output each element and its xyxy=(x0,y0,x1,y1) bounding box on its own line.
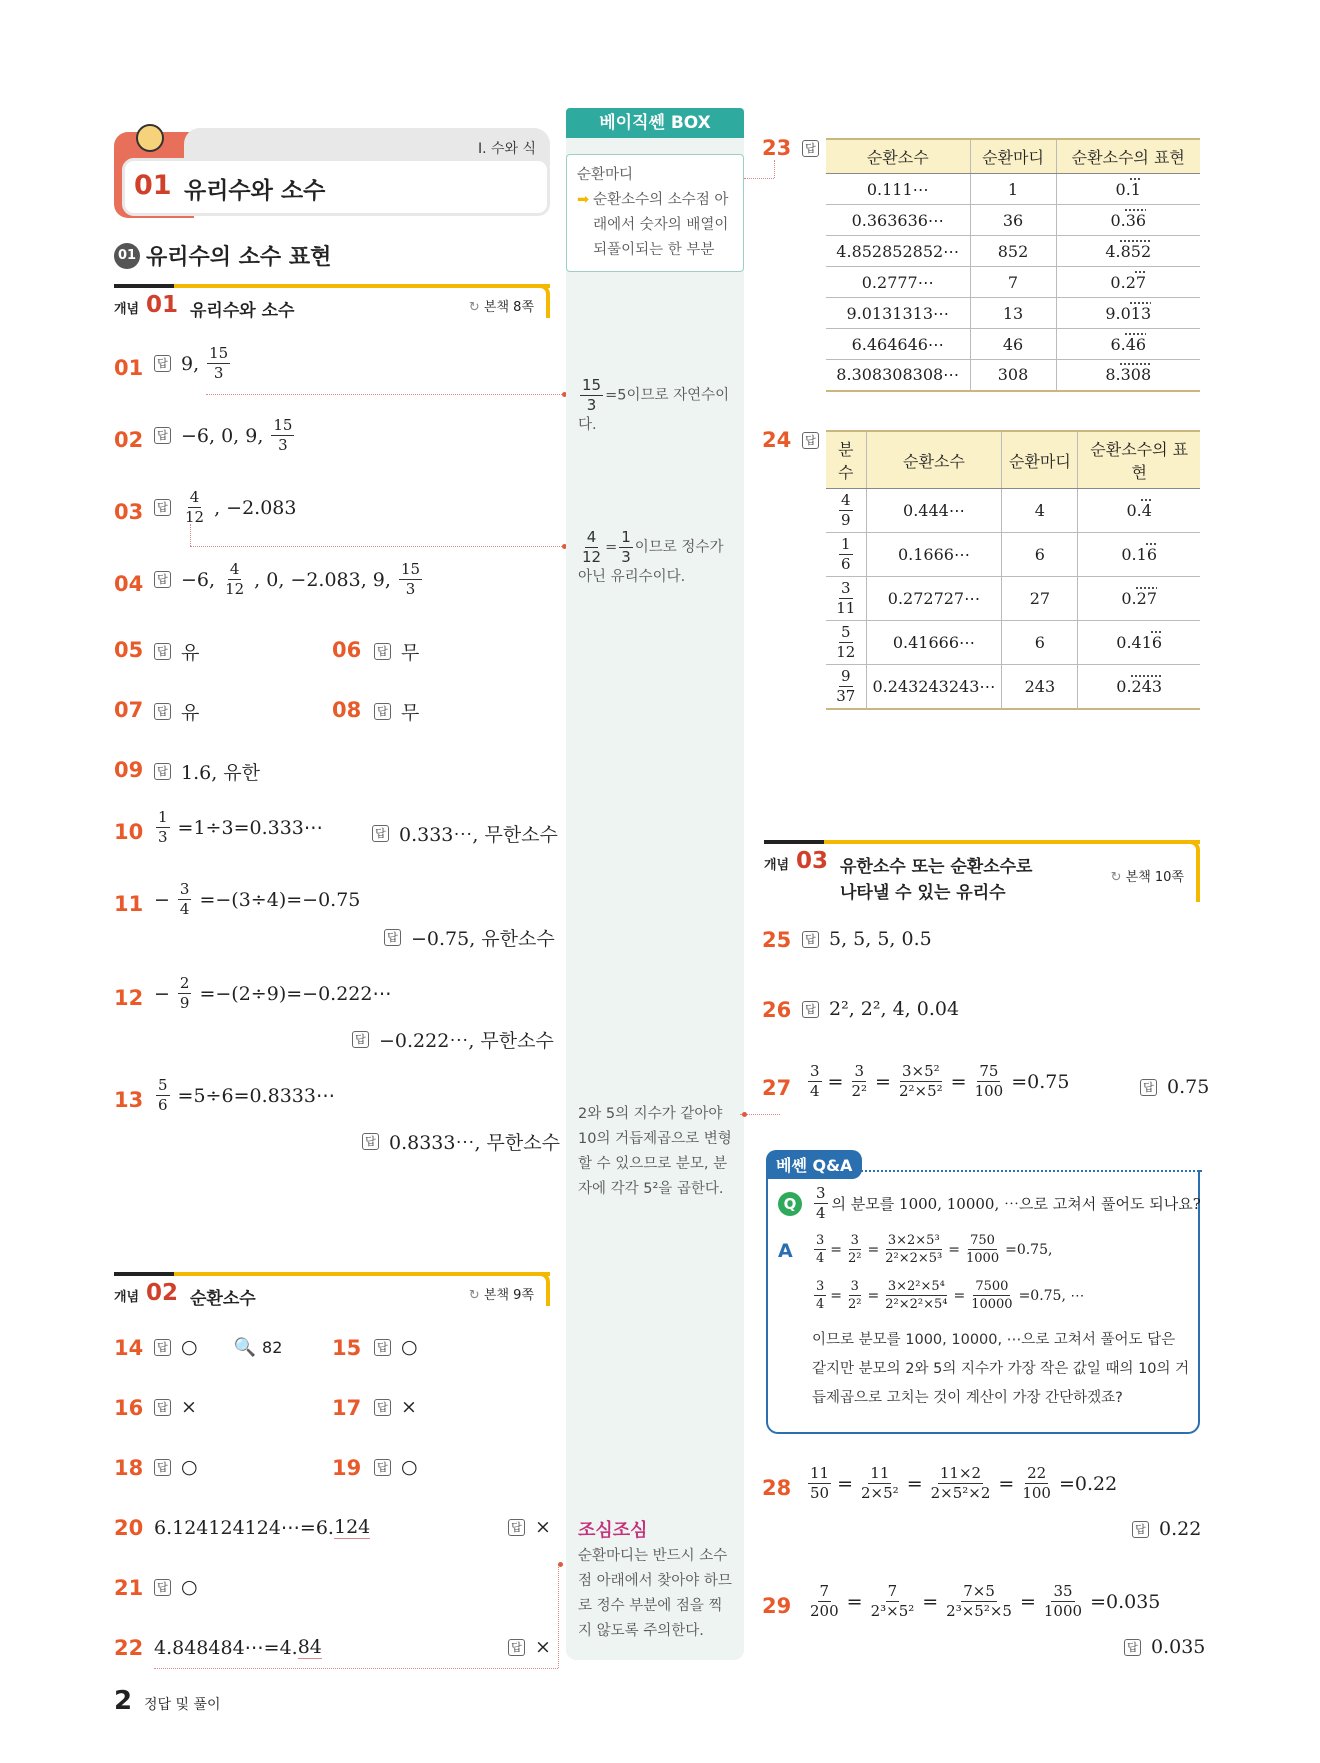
side-note-3: 2와 5의 지수가 같아야 10의 거듭제곱으로 변형할 수 있으므로 분모, 분자에 각각 5²을 곱한다. xyxy=(578,1106,732,1197)
side-note-2: $\frac{4}{12}$ = $\frac{1}{3}$ 이므로 정수가 아닌 유리수이다. xyxy=(578,528,724,585)
problem-22: 4.848484⋯=4. 84 xyxy=(154,1636,322,1659)
qa-question: 3 4 의 분모를 1000, 10000, ⋯으로 고쳐서 풀어도 되나요? xyxy=(816,1184,1201,1222)
problem-03: 답 4 12 , −2.083 xyxy=(154,490,297,525)
table-row: 0.363636⋯ 36 0.36 xyxy=(826,205,1200,236)
concept-title: 유리수와 소수 xyxy=(190,301,295,321)
problem-07: 답 유 xyxy=(154,698,199,725)
problem-06: 답 무 xyxy=(374,638,419,665)
problem-16: 답 × xyxy=(154,1396,197,1418)
table-row: 8.308308308⋯ 308 8.308 xyxy=(826,360,1200,391)
problem-number: 28 xyxy=(762,1476,792,1500)
problem-number: 18 xyxy=(114,1456,144,1480)
problem-number: 21 xyxy=(114,1576,144,1600)
table-row: $\frac{5}{12}$ 0.41666⋯ 6 0.416 xyxy=(826,621,1200,665)
answer-10: 답 0.333⋯, 무한소수 xyxy=(372,820,558,847)
table-row: $\frac{4}{9}$ 0.444⋯ 4 0.4 xyxy=(826,489,1200,533)
problem-09: 답 1.6, 유한 xyxy=(154,758,260,785)
problem-number: 19 xyxy=(332,1456,362,1480)
problem-19: 답 ○ xyxy=(374,1456,418,1478)
table-23: 순환소수 순환마디 순환소수의 표현 0.111⋯ 1 0.1 0.363636⋯ 36 0.36 4.852852852⋯ 852 4.852 0.2777⋯ 7 0.27 9.0131313⋯ 13 9.013 6.464646⋯ 46 6.46 8.308308308⋯ 308 8.308 xyxy=(826,138,1200,392)
question-mark-icon: Q xyxy=(778,1192,802,1216)
problem-number: 26 xyxy=(762,998,792,1022)
section-heading xyxy=(114,240,331,271)
box-title-tab: 베이직쎈 BOX xyxy=(566,108,744,138)
mascot-icon xyxy=(136,124,164,152)
problem-number: 09 xyxy=(114,758,144,782)
refresh-icon: ↻ xyxy=(468,1288,480,1303)
page-number: 2 xyxy=(114,1686,133,1716)
section-title: 유리수의 소수 표현 xyxy=(146,245,332,270)
problem-number: 07 xyxy=(114,698,144,722)
chapter-label: Ⅰ. 수와 식 xyxy=(477,141,536,157)
problem-02: 답 −6, 0, 9, 15 3 xyxy=(154,418,296,453)
problem-17: 답 × xyxy=(374,1396,417,1418)
problem-04: 답 −6, 4 12 , 0, −2.083, 9, 15 3 xyxy=(154,562,424,597)
answer-12: 답 −0.222⋯, 무한소수 xyxy=(352,1026,554,1053)
problem-08: 답 무 xyxy=(374,698,419,725)
side-note-1: $\frac{15}{3}$ =5이므로 자연수이다. xyxy=(578,376,730,433)
problem-number: 08 xyxy=(332,698,362,722)
book-ref: ↻ 본책 8쪽 xyxy=(468,300,534,315)
table-row: 4.852852852⋯ 852 4.852 xyxy=(826,236,1200,267)
qa-answer-eq1: 3 4 = 3 2² = 3×2×5³ 2²×2×5³ = $\frac{750}{1000}$ =0.75, xyxy=(816,1233,1053,1266)
concept-title-2: 나타낼 수 있는 유리수 xyxy=(840,883,1006,903)
qa-answer: 이므로 분모를 1000, 10000, ⋯으로 고쳐서 풀어도 답은 같지만 분모의 2와 5의 지수가 가장 작은 값일 때의 10의 거듭제곱으로 고치는 것이 계산이 가장 간단하겠죠? xyxy=(812,1332,1190,1406)
problem-number: 10 xyxy=(114,820,144,844)
table-row: 6.464646⋯ 46 6.46 xyxy=(826,329,1200,360)
problem-number: 23 xyxy=(762,136,792,160)
problem-number: 24 xyxy=(762,428,792,452)
problem-number: 11 xyxy=(114,892,144,916)
table-row: 9.0131313⋯ 13 9.013 xyxy=(826,298,1200,329)
table-row: $\frac{3}{11}$ 0.272727⋯ 27 0.27 xyxy=(826,577,1200,621)
concept-number: 01 xyxy=(146,292,179,318)
problem-number: 22 xyxy=(114,1636,144,1660)
arrow-icon: ➡ xyxy=(577,192,590,208)
concept-number: 03 xyxy=(796,848,829,874)
problem-28: 11 50 = 11 2×5² = 11×2 2×5²×2 = $\frac{22}{100}$ =0.22 xyxy=(810,1464,1118,1502)
problem-18: 답 ○ xyxy=(154,1456,198,1478)
unit-header xyxy=(114,128,550,220)
answer-mark-icon: A xyxy=(778,1240,793,1262)
problem-number: 17 xyxy=(332,1396,362,1420)
unit-number: 01 xyxy=(134,170,172,201)
problem-12: − $\frac{2}{9}$ =−(2÷9)=−0.222⋯ xyxy=(154,974,392,1012)
table-row: 0.111⋯ 1 0.1 xyxy=(826,174,1200,205)
footer-label: 정답 및 풀이 xyxy=(144,1697,221,1713)
problem-15: 답 ○ xyxy=(374,1336,418,1358)
problem-13: $\frac{5}{6}$ =5÷6=0.8333⋯ xyxy=(158,1076,335,1114)
table-row: 0.2777⋯ 7 0.27 xyxy=(826,267,1200,298)
table-row: $\frac{9}{37}$ 0.243243243⋯ 243 0.243 xyxy=(826,665,1200,710)
caution-note: 순환마디는 반드시 소수점 아래에서 찾아야 하므로 정수 부분에 점을 찍지 않도록 주의한다. xyxy=(578,1548,732,1639)
caution-title: 조심조심 xyxy=(578,1520,648,1541)
table-row: $\frac{1}{6}$ 0.1666⋯ 6 0.16 xyxy=(826,533,1200,577)
table-24: 분수 순환소수 순환마디 순환소수의 표현 $\frac{4}{9}$ 0.444⋯ 4 0.4 $\frac{1}{6}$ 0.1666⋯ 6 0.16 $\frac{3}{11}$ 0.272727⋯ 27 0.27 $\frac{5}{12}$ 0.41666⋯ 6 0.416 $\frac{9}{37}$ 0.243243243⋯ 243 0.243 xyxy=(826,430,1200,710)
problem-number: 14 xyxy=(114,1336,144,1360)
concept-number: 02 xyxy=(146,1280,179,1306)
concept-title: 유한소수 또는 순환소수로 xyxy=(840,857,1033,877)
problem-25: 답 5, 5, 5, 0.5 xyxy=(802,928,932,950)
concept-02-header: 개념 02 순환소수 ↻ 본책 9쪽 xyxy=(114,1272,550,1306)
problem-26: 답 2², 2², 4, 0.04 xyxy=(802,998,959,1020)
book-ref: ↻ 본책 9쪽 xyxy=(468,1288,534,1303)
problem-21: 답 ○ xyxy=(154,1576,198,1598)
problem-29: 7 200 = 7 2³×5² = 7×5 2³×5²×5 = $\frac{35}{1000}$ =0.035 xyxy=(810,1582,1161,1620)
problem-number: 03 xyxy=(114,500,144,524)
concept-title: 순환소수 xyxy=(190,1289,256,1309)
magnifier-icon: 🔍 xyxy=(233,1336,257,1358)
problem-14: 답 ○ 🔍 82 xyxy=(154,1336,282,1358)
problem-05: 답 유 xyxy=(154,638,199,665)
problem-number: 20 xyxy=(114,1516,144,1540)
problem-20: 6.124124124⋯=6. 124 xyxy=(154,1516,371,1539)
problem-number: 13 xyxy=(114,1088,144,1112)
box-definition: 순환마디 ➡ 순환소수의 소수점 아래에서 숫자의 배열이 되풀이되는 한 부분 xyxy=(566,154,744,272)
problem-10: $\frac{1}{3}$ =1÷3=0.333⋯ xyxy=(158,808,323,846)
unit-title: 유리수와 소수 xyxy=(184,178,326,204)
problem-number: 06 xyxy=(332,638,362,662)
answer-28: 답 0.22 xyxy=(1132,1518,1201,1540)
problem-number: 01 xyxy=(114,356,144,380)
refresh-icon: ↻ xyxy=(1110,870,1122,885)
problem-number: 02 xyxy=(114,428,144,452)
problem-number: 27 xyxy=(762,1076,792,1100)
problem-number: 16 xyxy=(114,1396,144,1420)
concept-03-header: 개념 03 유한소수 또는 순환소수로 나타낼 수 있는 유리수 ↻ 본책 10쪽 xyxy=(764,840,1200,902)
book-ref: ↻ 본책 10쪽 xyxy=(1110,870,1184,885)
answer-29: 답 0.035 xyxy=(1124,1636,1205,1658)
refresh-icon: ↻ xyxy=(468,300,480,315)
qa-title: 베쎈 Q&A xyxy=(766,1150,862,1179)
problem-number: 04 xyxy=(114,572,144,596)
problem-01: 답 9, 15 3 xyxy=(154,346,232,381)
problem-number: 25 xyxy=(762,928,792,952)
qa-answer-eq2: 3 4 = 3 2² = 3×2²×5⁴ 2²×2²×5⁴ = $\frac{7500}{10000}$ =0.75, ⋯ xyxy=(816,1279,1085,1312)
section-badge: 01 xyxy=(114,243,140,269)
problem-11: − $\frac{3}{4}$ =−(3÷4)=−0.75 xyxy=(154,880,361,918)
answer-20: 답 × xyxy=(508,1516,551,1538)
answer-27: 답 0.75 xyxy=(1140,1076,1209,1098)
sidebar-column xyxy=(566,112,744,1660)
problem-number: 05 xyxy=(114,638,144,662)
answer-13: 답 0.8333⋯, 무한소수 xyxy=(362,1128,560,1155)
problem-number: 29 xyxy=(762,1594,792,1618)
answer-22: 답 × xyxy=(508,1636,551,1658)
concept-01-header: 개념 01 유리수와 소수 ↻ 본책 8쪽 xyxy=(114,284,550,318)
problem-number: 12 xyxy=(114,986,144,1010)
answer-11: 답 −0.75, 유한소수 xyxy=(384,924,555,951)
problem-number: 15 xyxy=(332,1336,362,1360)
problem-27: 3 4 = 3 2² = 3×5² 2²×5² = $\frac{75}{100}$ =0.75 xyxy=(810,1062,1070,1100)
